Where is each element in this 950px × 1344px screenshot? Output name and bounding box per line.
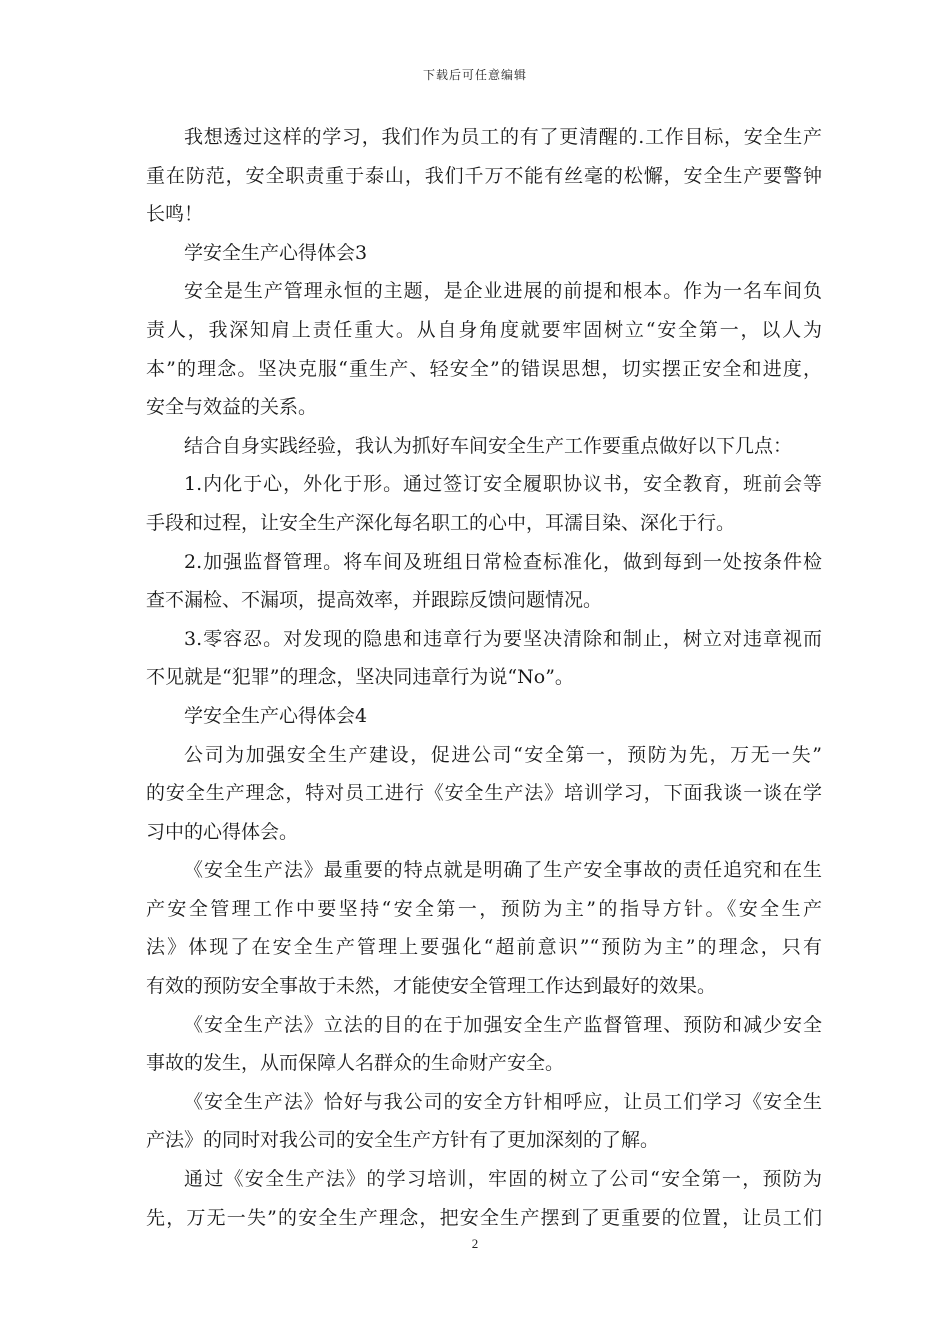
- text-line: 安全是生产管理永恒的主题，是企业进展的前提和根本。作为一名车间负: [184, 280, 822, 303]
- text-line: 事故的发生，从而保障人名群众的生命财产安全。: [146, 1052, 565, 1075]
- paragraph: [146, 118, 822, 234]
- text-line: 《安全生产法》最重要的特点就是明确了生产安全事故的责任追究和在生: [184, 859, 822, 882]
- paragraph: [146, 1006, 822, 1083]
- text-line: 结合自身实践经验，我认为抓好车间安全生产工作要重点做好以下几点：: [184, 434, 793, 457]
- section-heading: [146, 234, 822, 273]
- text-line: 公司为加强安全生产建设，促进公司“安全第一，预防为先，万无一失”: [184, 743, 822, 766]
- text-line: 查不漏检、不漏项，提高效率，并跟踪反馈问题情况。: [146, 589, 603, 612]
- list-item: [146, 465, 822, 542]
- text-line: 的安全生产理念，特对员工进行《安全生产法》培训学习，下面我谈一谈在学: [146, 782, 822, 805]
- text-line: 学安全生产心得体会4: [184, 704, 368, 727]
- text-line: 手段和过程，让安全生产深化每名职工的心中，耳濡目染、深化于行。: [146, 511, 736, 534]
- list-item: [146, 620, 822, 697]
- text-line: 责人，我深知肩上责任重大。从自身角度就要牢固树立“安全第一，以人为: [146, 318, 822, 341]
- text-line: 3.零容忍。对发现的隐患和违章行为要坚决清除和制止，树立对违章视而: [184, 627, 822, 650]
- text-line: 产法》的同时对我公司的安全生产方针有了更加深刻的了解。: [146, 1129, 660, 1152]
- document-body: [146, 118, 822, 1237]
- text-line: 学安全生产心得体会3: [184, 241, 368, 264]
- text-line: 习中的心得体会。: [146, 820, 299, 843]
- paragraph: [146, 851, 822, 1005]
- text-line: 安全与效益的关系。: [146, 396, 318, 419]
- text-line: 不见就是“犯罪”的理念，坚决同违章行为说“No”。: [146, 666, 574, 689]
- text-line: 《安全生产法》恰好与我公司的安全方针相呼应，让员工们学习《安全生: [184, 1090, 822, 1113]
- text-line: 长鸣！: [146, 203, 204, 226]
- paragraph: [146, 1083, 822, 1160]
- page-number: 2: [471, 1236, 479, 1251]
- paragraph: [146, 736, 822, 852]
- text-line: 通过《安全生产法》的学习培训，牢固的树立了公司“安全第一，预防为: [184, 1168, 822, 1191]
- page-header: 下载后可任意编辑: [422, 68, 527, 82]
- section-heading: [146, 697, 822, 736]
- text-line: 先，万无一失”的安全生产理念，把安全生产摆到了更重要的位置，让员工们: [146, 1206, 822, 1229]
- paragraph: [146, 1160, 822, 1237]
- text-line: 本”的理念。坚决克服“重生产、轻安全”的错误思想，切实摆正安全和进度，: [146, 357, 822, 380]
- text-line: 1.内化于心，外化于形。通过签订安全履职协议书，安全教育，班前会等: [184, 473, 822, 496]
- text-line: 《安全生产法》立法的目的在于加强安全生产监督管理、预防和减少安全: [184, 1013, 822, 1036]
- text-line: 2.加强监督管理。将车间及班组日常检查标准化，做到每到一处按条件检: [184, 550, 822, 573]
- text-line: 重在防范，安全职责重于泰山，我们千万不能有丝毫的松懈，安全生产要警钟: [146, 164, 822, 187]
- text-line: 产安全管理工作中要坚持“安全第一，预防为主”的指导方针。《安全生产: [146, 897, 822, 920]
- text-line: 法》体现了在安全生产管理上要强化“超前意识”“预防为主”的理念，只有: [146, 936, 822, 959]
- paragraph: [146, 272, 822, 426]
- paragraph: [146, 427, 822, 466]
- text-line: 我想透过这样的学习，我们作为员工的有了更清醒的.工作目标，安全生产: [184, 126, 822, 148]
- text-line: 有效的预防安全事故于未然，才能使安全管理工作达到最好的效果。: [146, 975, 717, 998]
- list-item: [146, 543, 822, 620]
